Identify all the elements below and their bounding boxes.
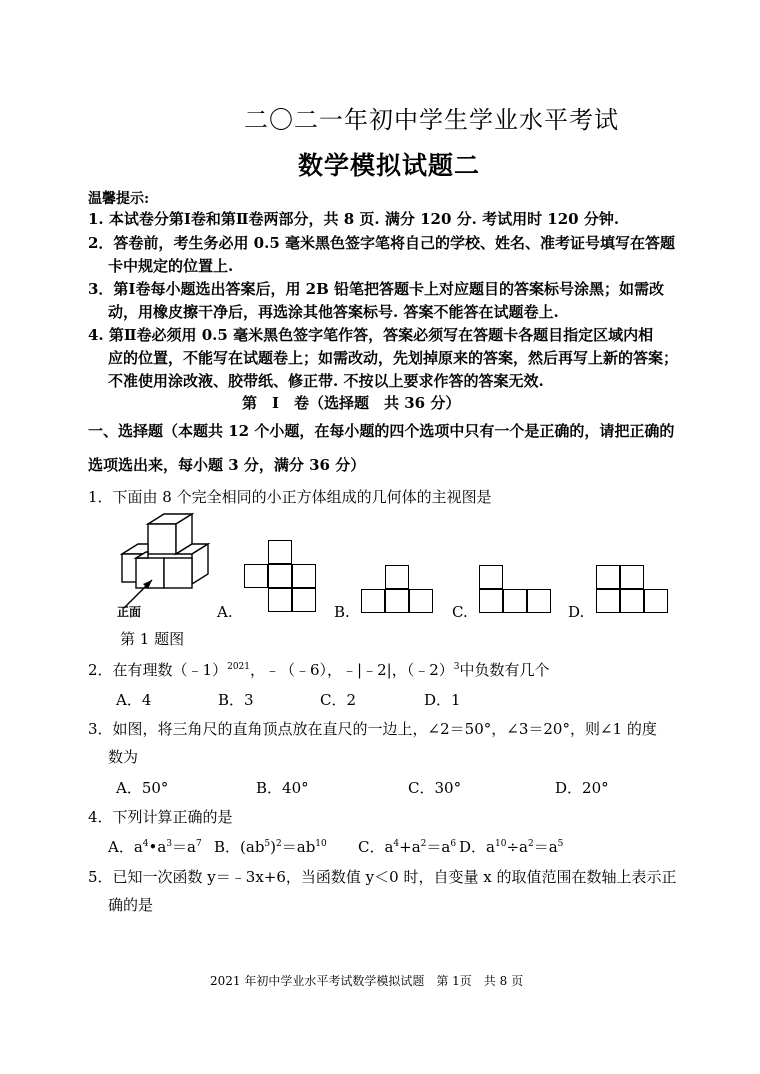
q2-option-b[interactable]: B．3 — [218, 691, 254, 709]
q1-option-c-label[interactable]: C. — [452, 603, 468, 621]
notice-line-1: 1. 本试卷分第Ⅰ卷和第Ⅱ卷两部分，共 8 页. 满分 120 分. 考试用时 120 分钟. — [88, 210, 620, 228]
q1-option-a-figure — [244, 540, 322, 618]
q1-stem: 1．下面由 8 个完全相同的小正方体组成的几何体的主视图是 — [88, 488, 492, 506]
notice-line-2b: 卡中规定的位置上. — [108, 257, 234, 275]
q3-option-c[interactable]: C．30° — [408, 779, 462, 797]
q3-option-d[interactable]: D．20° — [555, 779, 609, 797]
q2-option-a[interactable]: A．4 — [116, 691, 152, 709]
q3-option-a[interactable]: A．50° — [116, 779, 169, 797]
section-heading-b: 选项选出来，每小题 3 分，满分 36 分） — [88, 456, 366, 474]
q4-option-a[interactable]: A．$a^4•a^3=a^7$ — [108, 838, 202, 856]
front-view-label: 正面 — [117, 605, 142, 619]
notice-line-4c: 不准使用涂改液、胶带纸、修正带. 不按以上要求作答的答案无效. — [108, 372, 544, 390]
notice-line-3a: 3．第Ⅰ卷每小题选出答案后，用 2B 铅笔把答题卡上对应题目的答案标号涂黑；如需改 — [88, 280, 665, 298]
q1-option-b-figure — [361, 565, 439, 617]
q1-option-a-label[interactable]: A. — [217, 603, 233, 621]
notice-line-4a: 4. 第Ⅱ卷必须用 0.5 毫米黑色签字笔作答，答案必须写在答题卡各题目指定区域内相 — [88, 326, 654, 344]
part-title: 第 Ⅰ 卷（选择题 共 36 分） — [242, 394, 461, 412]
q1-option-d-label[interactable]: D. — [568, 603, 585, 621]
notice-heading: 温馨提示: — [88, 191, 150, 207]
q1-caption: 第 1 题图 — [120, 630, 185, 648]
exam-subtitle: 数学模拟试题二 — [298, 151, 481, 180]
notice-line-3b: 动，用橡皮擦干净后，再选涂其他答案标号. 答案不能答在试题卷上. — [108, 303, 559, 321]
q2-option-d[interactable]: D．1 — [424, 691, 461, 709]
q1-solid-figure — [116, 512, 216, 612]
q3-stem-b: 数为 — [108, 748, 139, 766]
exam-title: 二〇二一年初中学生学业水平考试 — [244, 106, 619, 134]
q4-option-c[interactable]: C．$a^4+a^2=a^6$ — [358, 838, 457, 856]
section-heading-a: 一、选择题（本题共 12 个小题，在每小题的四个选项中只有一个是正确的，请把正确的 — [88, 422, 675, 440]
q5-stem-a: 5．已知一次函数 y＝﹣3x+6，当函数值 y＜0 时，自变量 x 的取值范围在数轴上表示正 — [88, 868, 677, 886]
q1-option-b-label[interactable]: B. — [334, 603, 350, 621]
q1-option-c-figure — [479, 565, 557, 617]
q4-option-d[interactable]: D．$a^{10}\div a^2=a^5$ — [459, 838, 564, 856]
page-footer: 2021 年初中学业水平考试数学模拟试题 第 1页 共 8 页 — [210, 974, 524, 988]
q4-option-b[interactable]: B．$(ab^5)^2=ab^{10}$ — [214, 838, 327, 856]
notice-line-4b: 应的位置，不能写在试题卷上；如需改动，先划掉原来的答案，然后再写上新的答案； — [108, 349, 679, 367]
q2-stem: 2．在有理数（﹣1）$^{2021}$，﹣（﹣6），﹣|﹣2|，（﹣2）$^3$中负数有几个 — [88, 661, 550, 679]
q4-stem: 4．下列计算正确的是 — [88, 808, 233, 826]
q2-option-c[interactable]: C．2 — [320, 691, 357, 709]
q5-stem-b: 确的是 — [108, 896, 154, 914]
q3-option-b[interactable]: B．40° — [256, 779, 309, 797]
q3-stem-a: 3．如图，将三角尺的直角顶点放在直尺的一边上，∠2＝50°，∠3＝20°，则∠1 的度 — [88, 720, 657, 738]
q1-option-d-figure — [596, 565, 674, 617]
notice-line-2a: 2．答卷前，考生务必用 0.5 毫米黑色签字笔将自己的学校、姓名、准考证号填写在答题 — [88, 234, 675, 252]
